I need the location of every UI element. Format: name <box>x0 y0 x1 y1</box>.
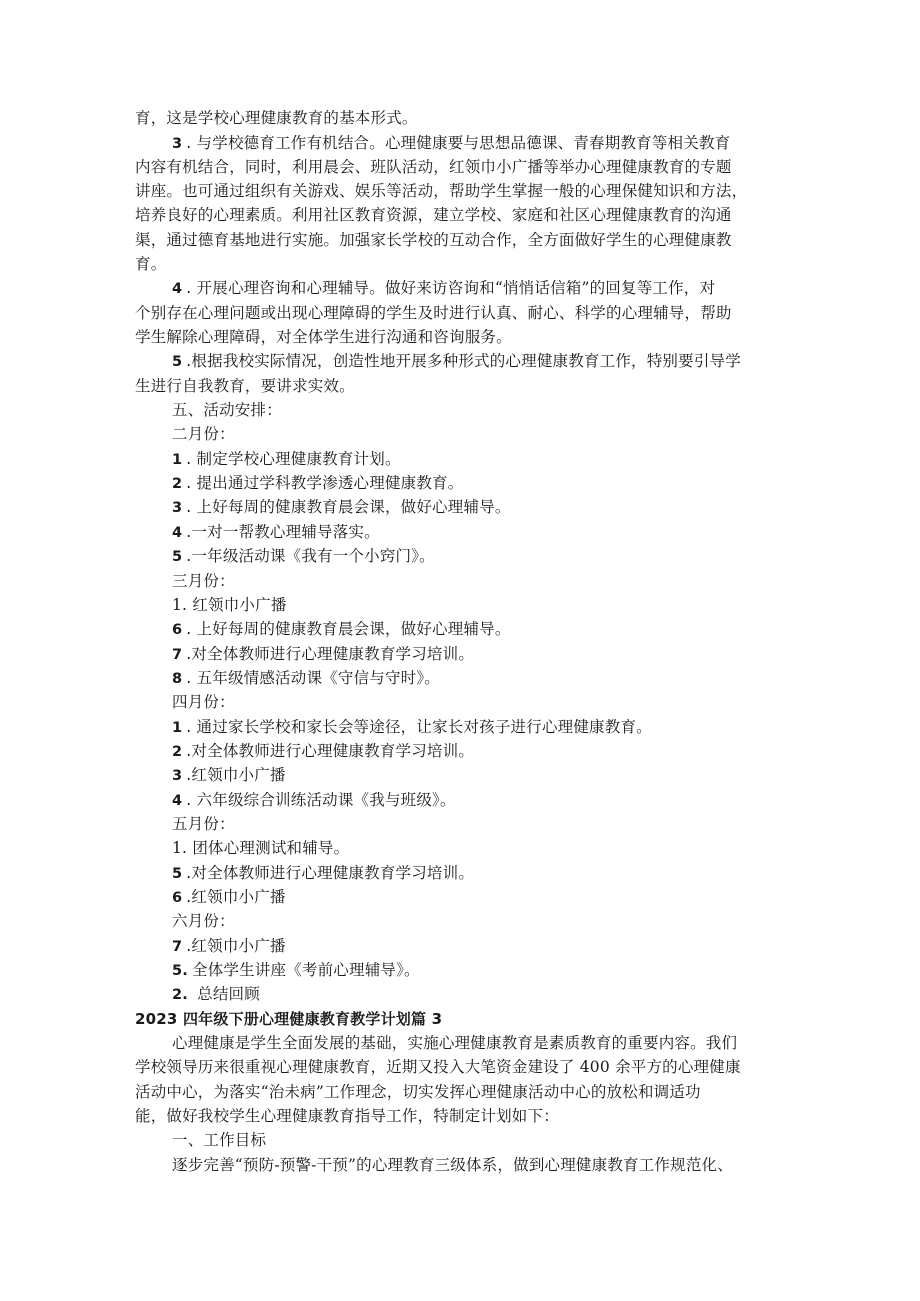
list-item: 8 . 五年级情感活动课《守信与守时》。 <box>172 669 441 687</box>
text-line: 能，做好我校学生心理健康教育指导工作，特制定计划如下： <box>135 1107 559 1125</box>
list-item: 6 .红领巾小广播 <box>172 888 286 906</box>
text-line: 育，这是学校心理健康教育的基本形式。 <box>135 109 418 127</box>
list-item: 5 .一年级活动课《我有一个小窍门》。 <box>172 547 435 565</box>
section-heading: 一、工作目标 <box>172 1131 267 1149</box>
month-heading: 五月份： <box>172 815 235 833</box>
text-line: 个别存在心理问题或出现心理障碍的学生及时进行认真、耐心、科学的心理辅导，帮助 <box>135 304 732 322</box>
item-number: 1 <box>172 720 183 736</box>
item-number: 2. <box>172 987 188 1003</box>
month-heading: 三月份： <box>172 572 235 590</box>
item-number: 2 <box>172 744 183 760</box>
item-number: 8 <box>172 671 183 687</box>
item-number: 4 <box>172 793 183 809</box>
section-heading: 五、活动安排： <box>172 401 282 419</box>
item-number: 4 <box>172 281 183 297</box>
text-line: 活动中心，为落实“治未病”工作理念，切实发挥心理健康活动中心的放松和调适功 <box>135 1083 701 1101</box>
item-number: 3 <box>172 136 183 152</box>
text-line: 学校领导历来很重视心理健康教育，近期又投入大笔资金建设了 400 余平方的心理健康 <box>135 1058 741 1076</box>
text-line: 逐步完善“预防-预警-干预”的心理教育三级体系，做到心理健康教育工作规范化、 <box>172 1156 733 1174</box>
list-item: 3 .红领巾小广播 <box>172 766 286 784</box>
item-number: 5 <box>172 866 183 882</box>
item-number: 2 <box>172 476 183 492</box>
item-number: 7 <box>172 647 183 663</box>
list-item: 4 . 开展心理咨询和心理辅导。做好来访咨询和“悄悄话信箱”的回复等工作，对 <box>172 279 716 297</box>
item-number: 7 <box>172 939 183 955</box>
item-number: 6 <box>172 622 183 638</box>
list-item: 2. 总结回顾 <box>172 985 260 1003</box>
text-line: 讲座。也可通过组织有关游戏、娱乐等活动，帮助学生掌握一般的心理保健知识和方法， <box>135 182 748 200</box>
list-item: 6 . 上好每周的健康教育晨会课，做好心理辅导。 <box>172 620 511 638</box>
list-item: 2 . 提出通过学科教学渗透心理健康教育。 <box>172 474 464 492</box>
item-number: 5 <box>172 354 183 370</box>
item-number: 3 <box>172 500 183 516</box>
text-line: 渠，通过德育基地进行实施。加强家长学校的互动合作，全方面做好学生的心理健康教 <box>135 231 732 249</box>
text-line: 培养良好的心理素质。利用社区教育资源，建立学校、家庭和社区心理健康教育的沟通 <box>135 206 732 224</box>
item-number: 5. <box>172 963 188 979</box>
text-line: 育。 <box>135 255 167 273</box>
list-item: 1 . 制定学校心理健康教育计划。 <box>172 450 401 468</box>
list-item: 5. 全体学生讲座《考前心理辅导》。 <box>172 961 420 979</box>
item-number: 5 <box>172 549 183 565</box>
item-number: 1 <box>172 452 183 468</box>
text-line: 内容有机结合，同时，利用晨会、班队活动，红领巾小广播等举办心理健康教育的专题 <box>135 158 732 176</box>
list-item: 1. 团体心理测试和辅导。 <box>172 839 350 857</box>
text-line: 生进行自我教育，要讲求实效。 <box>135 377 355 395</box>
list-item: 7 .对全体教师进行心理健康教育学习培训。 <box>172 645 475 663</box>
list-item: 3 . 与学校德育工作有机结合。心理健康要与思想品德课、青春期教育等相关教育 <box>172 134 731 152</box>
month-heading: 二月份： <box>172 425 235 443</box>
text-line: 学生解除心理障碍，对全体学生进行沟通和咨询服务。 <box>135 328 512 346</box>
text-line: 心理健康是学生全面发展的基础，实施心理健康教育是素质教育的重要内容。我们 <box>172 1034 738 1052</box>
list-item: 1. 红领巾小广播 <box>172 596 287 614</box>
list-item: 3 . 上好每周的健康教育晨会课，做好心理辅导。 <box>172 498 511 516</box>
list-item: 7 .红领巾小广播 <box>172 937 286 955</box>
list-item: 5 .对全体教师进行心理健康教育学习培训。 <box>172 864 475 882</box>
month-heading: 六月份： <box>172 912 235 930</box>
list-item: 4 . 六年级综合训练活动课《我与班级》。 <box>172 791 456 809</box>
list-item: 2 .对全体教师进行心理健康教育学习培训。 <box>172 742 475 760</box>
month-heading: 四月份： <box>172 693 235 711</box>
item-number: 4 <box>172 525 183 541</box>
item-number: 3 <box>172 768 183 784</box>
list-item: 5 .根据我校实际情况，创造性地开展多种形式的心理健康教育工作，特别要引导学 <box>172 352 741 370</box>
list-item: 4 .一对一帮教心理辅导落实。 <box>172 523 380 541</box>
item-number: 6 <box>172 890 183 906</box>
section-title: 2023 四年级下册心理健康教育教学计划篇 3 <box>135 1010 443 1028</box>
list-item: 1 . 通过家长学校和家长会等途径，让家长对孩子进行心理健康教育。 <box>172 718 652 736</box>
